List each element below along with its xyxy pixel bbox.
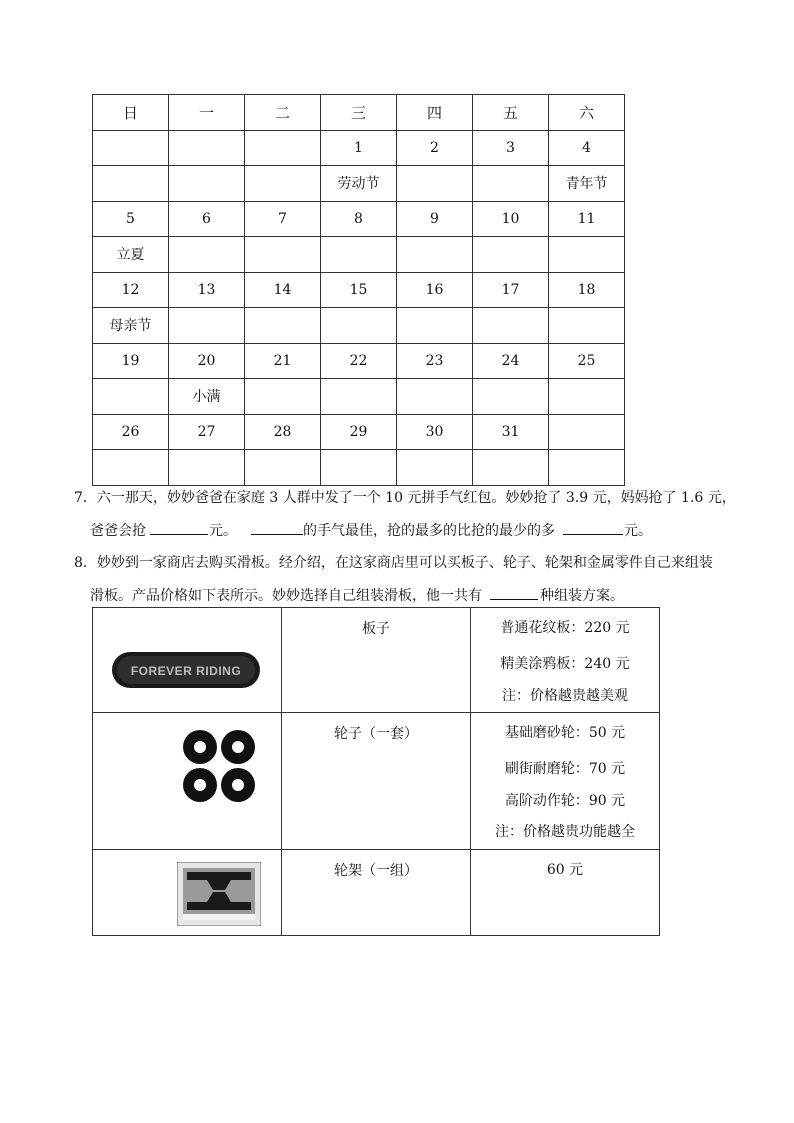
calendar-holiday-cell	[169, 450, 245, 486]
skateboard-deck-image	[111, 650, 261, 690]
calendar-date-cell: 21	[245, 343, 321, 379]
q7-text-b: 元。	[209, 523, 237, 539]
calendar-holiday-cell	[93, 166, 169, 202]
calendar-date-cell: 11	[549, 201, 625, 237]
wheels-image-cell	[93, 713, 282, 850]
calendar-date-row	[93, 201, 625, 237]
calendar-date-cell: 8	[321, 201, 397, 237]
wheels-price-3: 高阶动作轮：90 元	[504, 792, 626, 809]
calendar-holiday-cell: 劳动节	[321, 166, 397, 202]
calendar-holiday-cell	[245, 166, 321, 202]
deck-image-cell	[93, 608, 282, 713]
calendar-date-cell: 15	[321, 272, 397, 308]
truck-price-cell	[471, 849, 660, 935]
calendar-date-row	[93, 343, 625, 379]
product-row-wheels	[93, 713, 660, 850]
calendar-date-cell: 13	[169, 272, 245, 308]
calendar-date-cell: 5	[93, 201, 169, 237]
deck-price-2: 精美涂鸦板：240 元	[500, 656, 630, 672]
calendar-date-cell: 4	[549, 130, 625, 166]
truck-image	[177, 862, 261, 926]
calendar-holiday-row	[93, 237, 625, 273]
calendar-holiday-row	[93, 450, 625, 486]
deck-name-cell: 板子	[282, 608, 471, 713]
q7-text-c: 的手气最佳，抢的最多的比抢的最少的多	[303, 523, 555, 539]
calendar-date-cell: 30	[397, 414, 473, 450]
weekday-header: 一	[169, 95, 245, 131]
question-7	[74, 488, 736, 541]
calendar-date-cell: 6	[169, 201, 245, 237]
calendar-date-cell: 12	[93, 272, 169, 308]
calendar-holiday-cell	[321, 450, 397, 486]
truck-image-cell	[93, 849, 282, 935]
wheels-price-2: 刷街耐磨轮：70 元	[504, 761, 626, 777]
calendar-holiday-cell	[549, 308, 625, 344]
wheels-price-cell	[471, 713, 660, 850]
calendar-holiday-cell	[473, 450, 549, 486]
calendar-date-cell	[245, 130, 321, 166]
calendar-holiday-cell	[321, 308, 397, 344]
truck-price-1: 60 元	[546, 861, 584, 878]
calendar-holiday-cell	[93, 379, 169, 415]
wheels-price-1: 基础磨砂轮：50 元	[504, 725, 626, 741]
calendar-holiday-cell	[245, 308, 321, 344]
calendar-date-cell: 9	[397, 201, 473, 237]
weekday-header: 六	[549, 95, 625, 131]
calendar-date-cell: 19	[93, 343, 169, 379]
may-calendar-table	[92, 94, 625, 486]
calendar-date-cell: 29	[321, 414, 397, 450]
weekday-header: 五	[473, 95, 549, 131]
calendar-date-row	[93, 272, 625, 308]
deck-price-cell	[471, 608, 660, 713]
calendar-holiday-cell	[321, 379, 397, 415]
q7-text-d: 元。	[624, 523, 652, 539]
calendar-date-cell: 28	[245, 414, 321, 450]
product-row-deck	[93, 608, 660, 713]
calendar-date-cell: 18	[549, 272, 625, 308]
calendar-holiday-cell: 母亲节	[93, 308, 169, 344]
calendar-holiday-cell	[397, 308, 473, 344]
calendar-date-cell: 3	[473, 130, 549, 166]
calendar-holiday-row	[93, 379, 625, 415]
calendar-holiday-cell: 青年节	[549, 166, 625, 202]
q8-blank-combinations[interactable]	[490, 585, 538, 600]
calendar-date-cell	[169, 130, 245, 166]
question-8	[74, 553, 713, 606]
calendar-date-cell: 7	[245, 201, 321, 237]
calendar-holiday-cell	[169, 308, 245, 344]
calendar-date-cell: 16	[397, 272, 473, 308]
q7-line-2	[74, 520, 736, 541]
q7-line-1: 7．六一那天，妙妙爸爸在家庭 3 人群中发了一个 10 元拼手气红包。妙妙抢了 3.9 元，妈妈抢了 1.6 元，	[74, 490, 736, 506]
calendar-date-cell: 2	[397, 130, 473, 166]
calendar-holiday-cell	[473, 379, 549, 415]
calendar-date-cell: 14	[245, 272, 321, 308]
calendar-date-cell: 10	[473, 201, 549, 237]
calendar-holiday-cell	[321, 237, 397, 273]
calendar-holiday-cell: 立夏	[93, 237, 169, 273]
calendar-holiday-cell	[549, 450, 625, 486]
calendar-date-row	[93, 414, 625, 450]
deck-note: 注：价格越贵越美观	[502, 687, 628, 704]
weekday-header: 二	[245, 95, 321, 131]
deck-price-1: 普通花纹板：220 元	[500, 620, 630, 636]
calendar-holiday-cell	[473, 166, 549, 202]
calendar-holiday-cell	[245, 237, 321, 273]
calendar-date-cell: 22	[321, 343, 397, 379]
q7-blank-luckiest[interactable]	[251, 520, 303, 535]
calendar-date-cell: 31	[473, 414, 549, 450]
calendar-holiday-cell	[549, 237, 625, 273]
calendar-date-cell	[549, 414, 625, 450]
q8-text-a: 滑板。产品价格如下表所示。妙妙选择自己组装滑板，他一共有	[90, 588, 482, 604]
calendar-holiday-cell	[473, 308, 549, 344]
calendar-holiday-cell	[397, 450, 473, 486]
calendar-holiday-cell	[169, 237, 245, 273]
calendar-date-cell: 26	[93, 414, 169, 450]
calendar-holiday-cell	[93, 450, 169, 486]
calendar-holiday-row	[93, 308, 625, 344]
product-row-truck	[93, 849, 660, 935]
truck-name-cell: 轮架（一组）	[282, 849, 471, 935]
calendar-date-cell: 25	[549, 343, 625, 379]
calendar-holiday-cell	[473, 237, 549, 273]
calendar-date-row	[93, 130, 625, 166]
calendar-date-cell: 23	[397, 343, 473, 379]
calendar-date-cell: 27	[169, 414, 245, 450]
q8-text-b: 种组装方案。	[540, 588, 624, 604]
calendar-date-cell: 1	[321, 130, 397, 166]
calendar-holiday-cell	[169, 166, 245, 202]
q7-text-a: 爸爸会抢	[90, 523, 146, 539]
weekday-header: 三	[321, 95, 397, 131]
product-price-table	[92, 607, 660, 936]
calendar-holiday-cell	[549, 379, 625, 415]
wheels-note: 注：价格越贵功能越全	[495, 824, 635, 840]
calendar-holiday-cell	[397, 166, 473, 202]
weekday-header: 四	[397, 95, 473, 131]
calendar-date-cell: 20	[169, 343, 245, 379]
wheels-image	[181, 728, 257, 804]
wheels-name-cell: 轮子（一套）	[282, 713, 471, 850]
calendar-date-cell: 17	[473, 272, 549, 308]
q7-blank-difference[interactable]	[563, 520, 623, 535]
calendar-holiday-cell	[245, 379, 321, 415]
deck-print-text: FOREVER RIDING	[130, 664, 242, 678]
calendar-holiday-row	[93, 166, 625, 202]
q8-line-2	[74, 585, 713, 606]
calendar-date-cell: 24	[473, 343, 549, 379]
calendar-holiday-cell	[397, 379, 473, 415]
weekday-header: 日	[93, 95, 169, 131]
q8-line-1: 8．妙妙到一家商店去购买滑板。经介绍，在这家商店里可以买板子、轮子、轮架和金属零件自己来组装	[74, 555, 713, 571]
calendar-holiday-cell: 小满	[169, 379, 245, 415]
calendar-date-cell	[93, 130, 169, 166]
calendar-header-row	[93, 95, 625, 131]
q7-blank-dad-amount[interactable]	[150, 520, 208, 535]
calendar-holiday-cell	[245, 450, 321, 486]
calendar-holiday-cell	[397, 237, 473, 273]
